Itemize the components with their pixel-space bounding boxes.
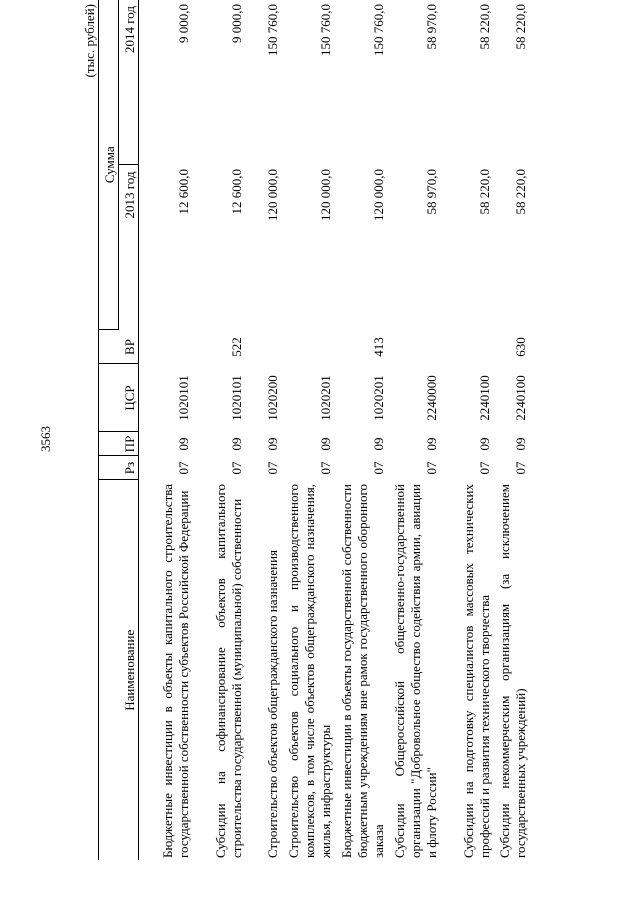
row-csr: 2240000: [423, 375, 439, 421]
budget-table-sheet: [82, 0, 545, 860]
row-2014: 150 760,0: [264, 4, 280, 56]
row-vr: [387, 330, 440, 364]
units-label: (тыс. рублей): [82, 4, 97, 78]
row-name: Строительство объектов общегражданского назначения: [264, 549, 280, 858]
row-rz: 07: [423, 461, 439, 475]
row-2014: 58 220,0: [512, 4, 528, 50]
row-pr: 09: [370, 437, 386, 451]
row-rz: 07: [512, 461, 528, 475]
budget-table: [98, 0, 529, 860]
row-name: Субсидии на подготовку специалистов массовых технических профессий и развития технического творчества: [460, 484, 492, 858]
row-vr: [440, 330, 493, 364]
page-number: 3563: [38, 426, 53, 452]
row-2014: 58 970,0: [423, 4, 439, 50]
table-row: [493, 0, 529, 860]
row-2013: 58 220,0: [476, 169, 492, 215]
table-row: [139, 0, 192, 860]
row-2013: 120 000,0: [317, 169, 333, 221]
row-name: Субсидии на софинансирование объектов капитального строительства государственной (муниципальной) собственности: [212, 484, 244, 858]
row-vr: [139, 330, 192, 364]
row-pr: 09: [512, 437, 528, 451]
row-pr: 09: [423, 437, 439, 451]
row-2014: 150 760,0: [317, 4, 333, 56]
row-2013: 12 600,0: [228, 169, 244, 215]
row-2013: 120 000,0: [370, 169, 386, 221]
row-name: Субсидии некоммерческим организациям (за исключением государственных учреждений): [496, 484, 528, 858]
row-name: Бюджетные инвестиции в объекты государственной собственности бюджетным учреждениям вне рамок государственного оборонного заказа: [338, 484, 386, 858]
table-row: [440, 0, 493, 860]
table-row: [387, 0, 440, 860]
header-vr: ВР: [99, 330, 139, 364]
table-row: [245, 0, 281, 860]
row-2014: 9 000,0: [228, 4, 244, 43]
row-rz: 07: [317, 461, 333, 475]
row-vr: [245, 330, 281, 364]
row-rz: 07: [476, 461, 492, 475]
row-2013: 12 600,0: [175, 169, 191, 215]
header-name: Наименование: [99, 480, 139, 860]
table-row: [192, 0, 245, 860]
row-2014: 150 760,0: [370, 4, 386, 56]
row-vr: [281, 330, 334, 364]
row-2013: 58 970,0: [423, 169, 439, 215]
row-pr: 09: [317, 437, 333, 451]
row-vr: 413: [370, 337, 386, 357]
header-2013: 2013 год: [119, 165, 139, 330]
row-2013: 58 220,0: [512, 169, 528, 215]
row-pr: 09: [175, 437, 191, 451]
row-pr: 09: [228, 437, 244, 451]
row-2014: 58 220,0: [476, 4, 492, 50]
row-vr: 522: [228, 337, 244, 357]
row-name: Субсидии Общероссийской общественно-государственной организации "Добровольное общество содействия армии, авиации и флоту России": [391, 484, 439, 858]
row-csr: 1020200: [264, 375, 280, 421]
table-row: [281, 0, 334, 860]
row-pr: 09: [476, 437, 492, 451]
row-rz: 07: [370, 461, 386, 475]
row-vr: 630: [512, 337, 528, 357]
row-2014: 9 000,0: [175, 4, 191, 43]
row-csr: 1020201: [370, 375, 386, 421]
row-name: Бюджетные инвестиции в объекты капитального строительства государственной собственности субъектов Российской Федерации: [159, 484, 191, 858]
row-csr: 1020201: [317, 375, 333, 421]
row-csr: 1020101: [228, 375, 244, 421]
row-rz: 07: [228, 461, 244, 475]
row-rz: 07: [175, 461, 191, 475]
row-csr: 2240100: [512, 375, 528, 421]
table-row: [334, 0, 387, 860]
row-2013: 120 000,0: [264, 169, 280, 221]
row-csr: 1020101: [175, 375, 191, 421]
header-pr: ПР: [99, 432, 139, 456]
header-sum: Сумма: [99, 0, 119, 330]
row-csr: 2240100: [476, 375, 492, 421]
row-pr: 09: [264, 437, 280, 451]
row-name: Строительство объектов социального и производственного комплексов, в том числе объектов общегражданского назначения, жилья, инфраструктуры: [285, 484, 333, 858]
header-2014: 2014 год: [119, 0, 139, 165]
header-rz: Рз: [99, 456, 139, 480]
row-rz: 07: [264, 461, 280, 475]
header-csr: ЦСР: [99, 364, 139, 432]
